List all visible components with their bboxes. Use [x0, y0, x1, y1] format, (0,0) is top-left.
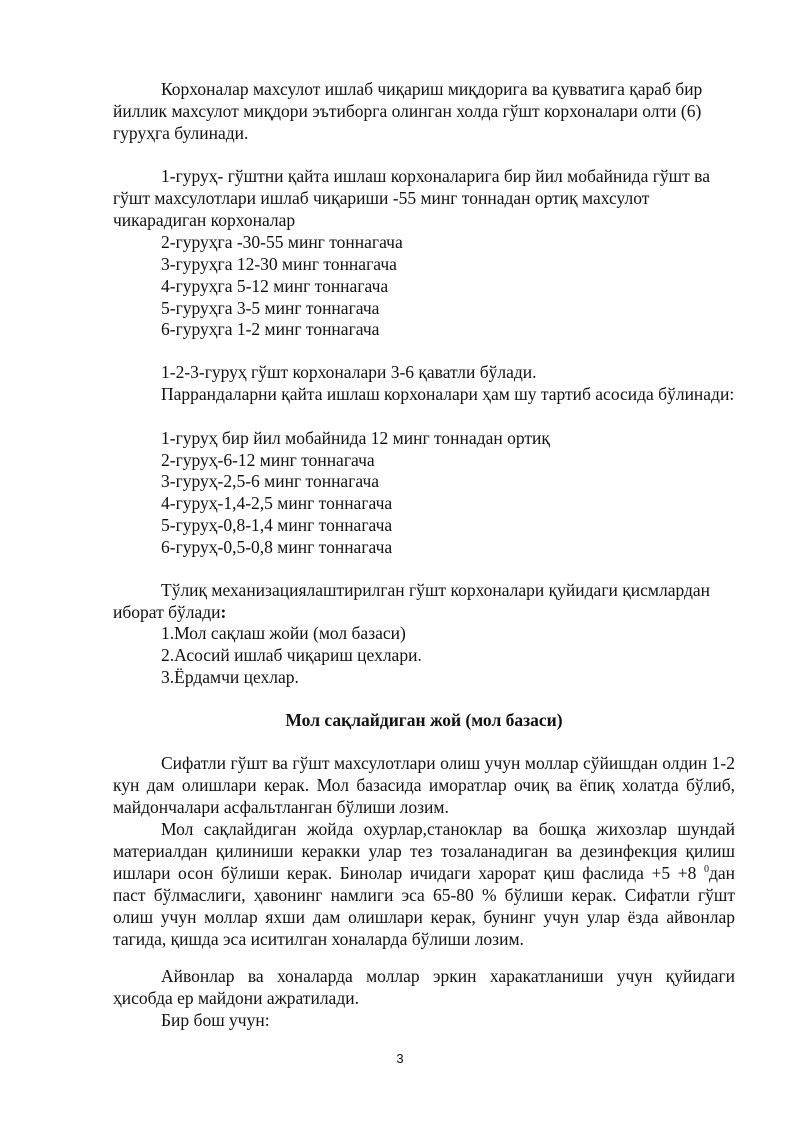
- meat-group-item: 2-гуруҳга -30-55 минг тоннагача: [161, 232, 403, 252]
- parts-item: 1.Мол сақлаш жойи (мол базаси): [161, 623, 406, 643]
- poultry-group-item: 4-гуруҳ-1,4-2,5 минг тоннагача: [161, 493, 393, 513]
- meat-group-item: 5-гуруҳга 3-5 минг тоннагача: [161, 298, 380, 318]
- meat-group-item: 6-гуруҳга 1-2 минг тоннагача: [161, 319, 380, 339]
- para2-text-start: Мол сақлайдиган жойда охурлар,станоклар ва бошқа жихозлар шундай материалдан қилиниши керакки улар тез тозаланадиган ва дезинфекция қилиш ишлари осон бўлиши керак. Бинолар ичидаги харорат қиш фаслида +5 +8: [113, 819, 735, 883]
- parts-intro-text: Тўлиқ механизациялаштирилган гўшт корхоналари қуйидаги қисмлардан иборат бўлади: [113, 580, 711, 622]
- body-paragraph-2: [113, 818, 735, 950]
- parts-intro-colon: :: [220, 602, 227, 622]
- meat-group-item: 4-гуруҳга 5-12 минг тоннагача: [161, 276, 389, 296]
- poultry-group-item: 3-гуруҳ-2,5-6 минг тоннагача: [161, 471, 380, 491]
- poultry-group-item: 6-гуруҳ-0,5-0,8 минг тоннагача: [161, 537, 393, 557]
- parts-intro: [113, 579, 735, 623]
- poultry-group-item: 1-гуруҳ бир йил мобайнида 12 минг тоннадан ортиқ: [161, 428, 550, 448]
- meat-group-item: 3-гуруҳга 12-30 минг тоннагача: [161, 254, 397, 274]
- floors-note: 1-2-3-гуруҳ гўшт корхоналари 3-6 қаватли бўлади.: [161, 362, 537, 382]
- parts-item: 3.Ёрдамчи цехлар.: [161, 667, 299, 687]
- page-number: 3: [396, 1051, 404, 1066]
- body-paragraph-3: Айвонлар ва хоналарда моллар эркин харакатланиши учун қуйидаги ҳисобда ер майдони ажратилади.: [113, 966, 735, 1008]
- body-paragraph-4: Бир бош учун:: [161, 1010, 270, 1030]
- meat-group-1: 1-гуруҳ- гўштни қайта ишлаш корхоналарига бир йил мобайнида гўшт ва гўшт махсулотлари ишлаб чиқариши -55 минг тоннадан ортиқ махсулот чикарадиган корхоналар: [113, 166, 710, 230]
- section-heading: Мол сақлайдиган жой (мол базаси): [285, 710, 563, 730]
- parts-item: 2.Асосий ишлаб чиқариш цехлари.: [161, 645, 422, 665]
- poultry-group-item: 5-гуруҳ-0,8-1,4 минг тоннагача: [161, 515, 393, 535]
- para2-text-end: дан паст бўлмаслиги, ҳавонинг намлиги эса 65-80 % бўлиши керак. Сифатли гўшт олиш учун моллар яхши дам олишлари керак, бунинг учун улар ёзда айвонлар тагида, қишда эса иситилган хоналарда бўлиши лозим.: [113, 863, 735, 949]
- intro-paragraph: Корхоналар махсулот ишлаб чиқариш миқдорига ва қувватига қараб бир йиллик махсулот миқдори эътиборга олинган холда гўшт корхоналари олти (6) гуруҳга булинади.: [113, 79, 703, 143]
- body-paragraph-1: Сифатли гўшт ва гўшт махсулотлари олиш учун моллар сўйишдан олдин 1-2 кун дам олишлари керак. Мол базасида иморатлар очиқ ва ёпиқ холатда бўлиб, майдончалари асфальтланган бўлиши лозим.: [113, 753, 735, 817]
- poultry-intro: Паррандаларни қайта ишлаш корхоналари ҳам шу тартиб асосида бўлинади:: [161, 384, 735, 404]
- poultry-group-item: 2-гуруҳ-6-12 минг тоннагача: [161, 450, 375, 470]
- degree-superscript: 0: [703, 864, 709, 876]
